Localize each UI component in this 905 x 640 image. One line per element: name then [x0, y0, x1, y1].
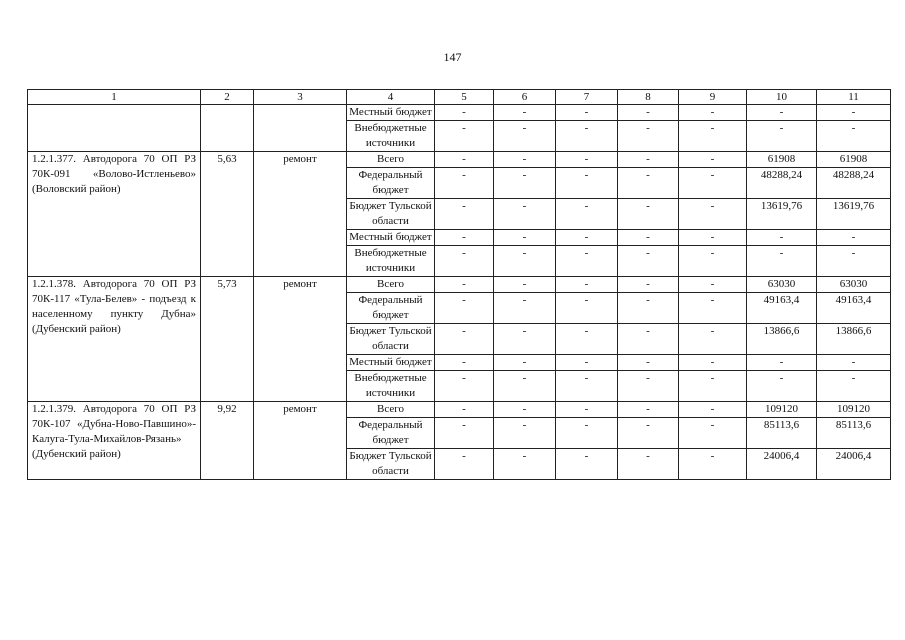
- funding-source-cell: Местный бюджет: [347, 230, 435, 246]
- value-cell: -: [556, 246, 618, 277]
- value-cell: -: [435, 121, 494, 152]
- value-cell: 24006,4: [747, 449, 817, 480]
- value-cell: -: [817, 121, 891, 152]
- value-cell: -: [679, 246, 747, 277]
- column-header: 7: [556, 90, 618, 105]
- value-cell: -: [679, 277, 747, 293]
- value-cell: -: [494, 355, 556, 371]
- value-cell: -: [494, 371, 556, 402]
- value-cell: -: [494, 449, 556, 480]
- work-type-cell: [254, 105, 347, 152]
- value-cell: -: [817, 371, 891, 402]
- value-cell: -: [679, 355, 747, 371]
- table-row: [28, 105, 891, 121]
- column-header: 9: [679, 90, 747, 105]
- value-cell: -: [556, 105, 618, 121]
- work-type-cell: ремонт: [254, 277, 347, 402]
- value-cell: -: [817, 246, 891, 277]
- value-cell: 13866,6: [747, 324, 817, 355]
- value-cell: -: [494, 324, 556, 355]
- column-header: 4: [347, 90, 435, 105]
- value-cell: -: [494, 121, 556, 152]
- value-cell: 13619,76: [747, 199, 817, 230]
- value-cell: -: [435, 449, 494, 480]
- value-cell: -: [494, 418, 556, 449]
- value-cell: -: [618, 324, 679, 355]
- value-cell: -: [556, 355, 618, 371]
- funding-source-cell: Всего: [347, 402, 435, 418]
- value-cell: -: [494, 246, 556, 277]
- value-cell: -: [556, 168, 618, 199]
- funding-source-cell: Внебюджетные источники: [347, 121, 435, 152]
- value-cell: 49163,4: [817, 293, 891, 324]
- value-cell: -: [747, 230, 817, 246]
- value-cell: -: [556, 324, 618, 355]
- value-cell: -: [618, 371, 679, 402]
- value-cell: -: [435, 230, 494, 246]
- value-cell: -: [747, 105, 817, 121]
- table-row: [28, 402, 891, 418]
- value-cell: -: [556, 121, 618, 152]
- funding-source-cell: Местный бюджет: [347, 105, 435, 121]
- value-cell: -: [817, 355, 891, 371]
- value-cell: -: [556, 402, 618, 418]
- value-cell: -: [817, 230, 891, 246]
- value-cell: -: [435, 152, 494, 168]
- value-cell: -: [747, 371, 817, 402]
- value-cell: 109120: [817, 402, 891, 418]
- project-name-cell: 1.2.1.377. Автодорога 70 ОП РЗ 70К-091 «Волово-Истленьево» (Воловский район): [28, 152, 201, 277]
- value-cell: -: [618, 449, 679, 480]
- project-name-cell: 1.2.1.378. Автодорога 70 ОП РЗ 70К-117 «Тула-Белев» - подъезд к населенному пункту Дубна» (Дубенский район): [28, 277, 201, 402]
- value-cell: -: [435, 168, 494, 199]
- value-cell: -: [494, 199, 556, 230]
- value-cell: -: [747, 355, 817, 371]
- value-cell: -: [618, 277, 679, 293]
- value-cell: -: [435, 105, 494, 121]
- value-cell: 61908: [817, 152, 891, 168]
- work-type-cell: ремонт: [254, 402, 347, 480]
- value-cell: -: [435, 199, 494, 230]
- value-cell: -: [494, 168, 556, 199]
- column-header: 2: [201, 90, 254, 105]
- value-cell: -: [435, 246, 494, 277]
- value-cell: -: [618, 355, 679, 371]
- value-cell: 24006,4: [817, 449, 891, 480]
- value-cell: -: [618, 402, 679, 418]
- funding-source-cell: Федеральный бюджет: [347, 418, 435, 449]
- value-cell: 48288,24: [747, 168, 817, 199]
- value-cell: -: [435, 355, 494, 371]
- funding-source-cell: Бюджет Тульской области: [347, 449, 435, 480]
- value-cell: 63030: [817, 277, 891, 293]
- value-cell: -: [435, 277, 494, 293]
- value-cell: -: [435, 324, 494, 355]
- value-cell: 85113,6: [747, 418, 817, 449]
- value-cell: -: [618, 152, 679, 168]
- column-header: 5: [435, 90, 494, 105]
- value-cell: -: [556, 371, 618, 402]
- value-cell: -: [817, 105, 891, 121]
- table-row: [28, 152, 891, 168]
- funding-source-cell: Всего: [347, 277, 435, 293]
- value-cell: -: [679, 449, 747, 480]
- column-header: 10: [747, 90, 817, 105]
- column-header: 11: [817, 90, 891, 105]
- value-cell: -: [618, 418, 679, 449]
- value-cell: 48288,24: [817, 168, 891, 199]
- table-row: [28, 277, 891, 293]
- value-cell: -: [679, 199, 747, 230]
- value-cell: -: [618, 105, 679, 121]
- value-cell: -: [618, 230, 679, 246]
- value-cell: -: [679, 121, 747, 152]
- value-cell: -: [679, 105, 747, 121]
- length-cell: [201, 105, 254, 152]
- value-cell: -: [556, 152, 618, 168]
- value-cell: -: [435, 293, 494, 324]
- value-cell: 13866,6: [817, 324, 891, 355]
- funding-source-cell: Федеральный бюджет: [347, 293, 435, 324]
- value-cell: -: [679, 324, 747, 355]
- value-cell: 49163,4: [747, 293, 817, 324]
- column-header: 3: [254, 90, 347, 105]
- length-cell: 5,63: [201, 152, 254, 277]
- value-cell: -: [679, 402, 747, 418]
- funding-source-cell: Бюджет Тульской области: [347, 324, 435, 355]
- funding-source-cell: Федеральный бюджет: [347, 168, 435, 199]
- value-cell: -: [556, 277, 618, 293]
- budget-table: [27, 89, 891, 480]
- value-cell: -: [494, 152, 556, 168]
- value-cell: -: [618, 168, 679, 199]
- value-cell: -: [556, 449, 618, 480]
- value-cell: -: [618, 199, 679, 230]
- page-number: 147: [443, 50, 462, 64]
- value-cell: -: [679, 152, 747, 168]
- value-cell: -: [618, 246, 679, 277]
- project-name-cell: [28, 105, 201, 152]
- value-cell: 85113,6: [817, 418, 891, 449]
- value-cell: -: [679, 230, 747, 246]
- value-cell: -: [556, 418, 618, 449]
- value-cell: -: [556, 199, 618, 230]
- column-header: 8: [618, 90, 679, 105]
- value-cell: -: [494, 230, 556, 246]
- value-cell: -: [556, 293, 618, 324]
- value-cell: -: [494, 105, 556, 121]
- column-header: 1: [28, 90, 201, 105]
- value-cell: -: [747, 121, 817, 152]
- value-cell: -: [435, 371, 494, 402]
- value-cell: -: [556, 230, 618, 246]
- value-cell: 13619,76: [817, 199, 891, 230]
- header-row: [28, 90, 891, 105]
- value-cell: -: [747, 246, 817, 277]
- value-cell: -: [435, 402, 494, 418]
- value-cell: -: [679, 418, 747, 449]
- funding-source-cell: Внебюджетные источники: [347, 246, 435, 277]
- value-cell: -: [494, 277, 556, 293]
- column-header: 6: [494, 90, 556, 105]
- value-cell: -: [679, 371, 747, 402]
- value-cell: -: [679, 293, 747, 324]
- length-cell: 9,92: [201, 402, 254, 480]
- value-cell: 63030: [747, 277, 817, 293]
- project-name-cell: 1.2.1.379. Автодорога 70 ОП РЗ 70К-107 «Дубна-Ново-Павшино»-Калуга-Тула-Михайлов-Рязань» (Дубенский район): [28, 402, 201, 480]
- funding-source-cell: Местный бюджет: [347, 355, 435, 371]
- funding-source-cell: Бюджет Тульской области: [347, 199, 435, 230]
- value-cell: -: [679, 168, 747, 199]
- value-cell: -: [435, 418, 494, 449]
- value-cell: -: [494, 402, 556, 418]
- value-cell: 61908: [747, 152, 817, 168]
- value-cell: -: [618, 121, 679, 152]
- value-cell: -: [618, 293, 679, 324]
- value-cell: 109120: [747, 402, 817, 418]
- value-cell: -: [494, 293, 556, 324]
- length-cell: 5,73: [201, 277, 254, 402]
- work-type-cell: ремонт: [254, 152, 347, 277]
- funding-source-cell: Внебюджетные источники: [347, 371, 435, 402]
- funding-source-cell: Всего: [347, 152, 435, 168]
